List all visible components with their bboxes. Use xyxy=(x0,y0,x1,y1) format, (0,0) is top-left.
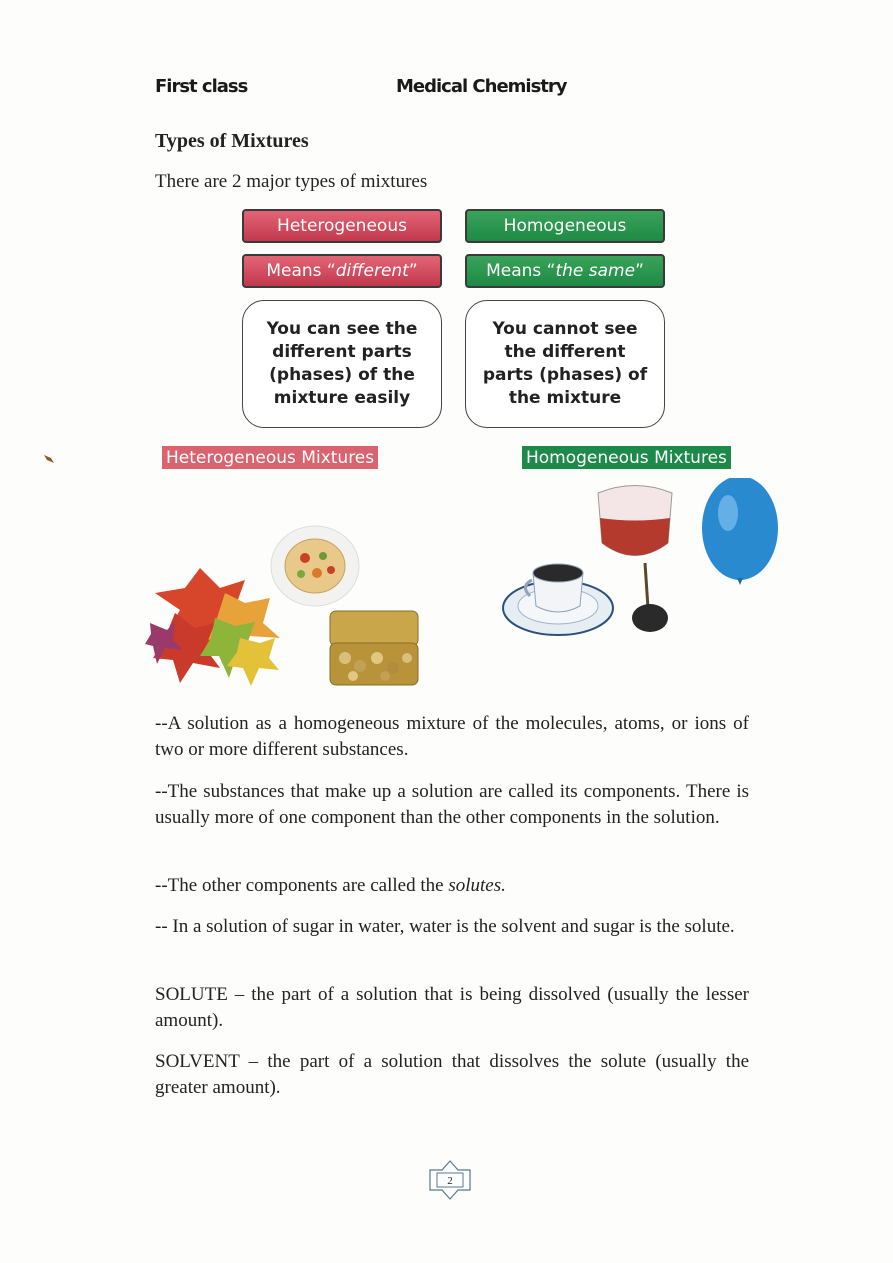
heterogeneous-description: You can see the different parts (phases) of the mixture easily xyxy=(266,319,418,408)
salad-bowl-icon xyxy=(271,526,359,606)
homogeneous-means-word: the same xyxy=(555,261,636,281)
homogeneous-means-suffix: ” xyxy=(635,261,644,281)
heterogeneous-mixtures-label-text: Heterogeneous Mixtures xyxy=(166,447,375,468)
homogeneous-title-box xyxy=(465,209,665,243)
page-number-badge xyxy=(428,1160,472,1200)
coffee-cup-icon xyxy=(503,564,613,635)
homogeneous-title: Homogeneous xyxy=(503,216,627,236)
paragraph-solvent-definition: SOLVENT – the part of a solution that dissolves the solute (usually the greater amount). xyxy=(155,1051,749,1098)
homogeneous-means-prefix: Means “ xyxy=(486,261,556,281)
page-header xyxy=(155,76,567,97)
header-subject: Medical Chemistry xyxy=(396,76,567,97)
paragraph-sugar-example: -- In a solution of sugar in water, water is the solvent and sugar is the solute. xyxy=(155,916,735,937)
paragraph-solutes xyxy=(155,873,749,899)
ornament-frame-icon xyxy=(428,1160,472,1200)
scan-speck-icon xyxy=(42,452,56,464)
heterogeneous-description-box xyxy=(242,300,442,428)
homogeneous-description-box xyxy=(465,300,665,428)
homogeneous-images xyxy=(500,478,785,688)
paragraph-components: --The substances that make up a solution are called its components. There is usually more of one component than the other components in the solution. xyxy=(155,781,749,828)
homogeneous-mixtures-label-text: Homogeneous Mixtures xyxy=(526,447,727,468)
section-title: Types of Mixtures xyxy=(155,130,309,152)
autumn-leaves-icon xyxy=(145,568,280,686)
paragraph-solutes-term: solutes. xyxy=(448,875,506,896)
homogeneous-description: You cannot see the different parts (phases) of the mixture xyxy=(482,319,648,408)
heterogeneous-means-box xyxy=(242,254,442,288)
paragraph-solute-definition: SOLUTE – the part of a solution that is being dissolved (usually the lesser amount). xyxy=(155,984,749,1031)
homogeneous-means-box xyxy=(465,254,665,288)
paragraph-solution-definition: --A solution as a homogeneous mixture of the molecules, atoms, or ions of two or more different substances. xyxy=(155,713,749,760)
heterogeneous-title: Heterogeneous xyxy=(277,216,407,236)
heterogeneous-means-word: different xyxy=(335,261,409,281)
page-number: 2 xyxy=(447,1175,453,1187)
heterogeneous-title-box xyxy=(242,209,442,243)
paragraph-solutes-prefix: --The other components are called the xyxy=(155,875,449,896)
intro-text: There are 2 major types of mixtures xyxy=(155,171,428,192)
header-class: First class xyxy=(155,76,248,97)
balloon-icon xyxy=(702,478,778,585)
heterogeneous-mixtures-label xyxy=(162,446,378,469)
heterogeneous-means-suffix: ” xyxy=(408,261,418,281)
heterogeneous-means-prefix: Means “ xyxy=(266,261,336,281)
heterogeneous-images xyxy=(145,518,445,693)
coin-tin-icon xyxy=(330,611,418,685)
homogeneous-mixtures-label xyxy=(522,446,731,469)
